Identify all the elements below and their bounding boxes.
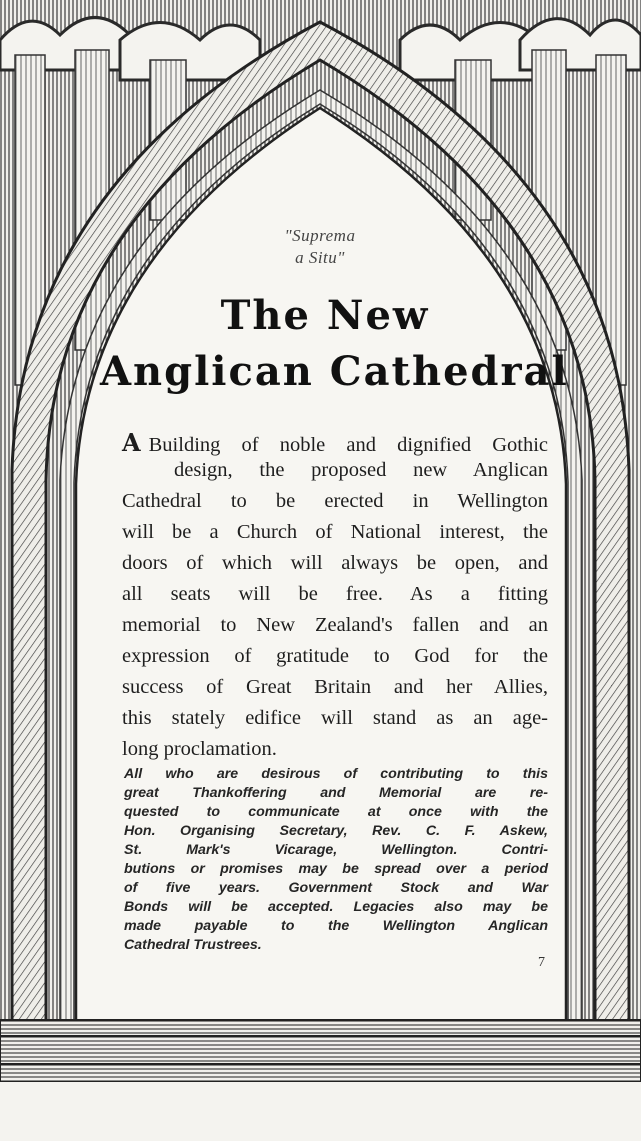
notice-line: Hon. Organising Secretary, Rev. C. F. Askew, <box>124 823 548 839</box>
notice-line: All who are desirous of contributing to this <box>124 766 548 782</box>
notice-line: of five years. Government Stock and War <box>124 880 548 896</box>
paragraph-line: Cathedral to be erected in Wellington <box>122 490 548 512</box>
motto-line-1: "Suprema <box>284 226 356 245</box>
title-line-2: Anglican Cathedral <box>100 348 569 395</box>
motto-line-2: a Situ" <box>295 248 345 267</box>
paragraph-line: success of Great Britain and her Allies, <box>122 676 548 698</box>
paragraph-line: A Building of noble and dignified Gothic <box>122 428 548 457</box>
notice-line: butions or promises may be spread over a period <box>124 861 548 877</box>
drop-cap: A <box>122 428 141 457</box>
notice-line: great Thankoffering and Memorial are re- <box>124 785 548 801</box>
notice-line: Cathedral Trustrees. <box>124 937 262 953</box>
notice-line: Bonds will be accepted. Legacies also may be <box>124 899 548 915</box>
title-line-1: The New <box>220 292 430 339</box>
notice-line: made payable to the Wellington Anglican <box>124 918 548 934</box>
paragraph-line: will be a Church of National interest, the <box>122 521 548 543</box>
paragraph-line: design, the proposed new Anglican <box>174 459 548 481</box>
paragraph-line: this stately edifice will stand as an age- <box>122 707 548 729</box>
notice-line: St. Mark's Vicarage, Wellington. Contri- <box>124 842 548 858</box>
paragraph-line: expression of gratitude to God for the <box>122 645 548 667</box>
paragraph-line: memorial to New Zealand's fallen and an <box>122 614 548 636</box>
paragraph-line: doors of which will always be open, and <box>122 552 548 574</box>
paragraph-line: long proclamation. <box>122 738 277 760</box>
paragraph-line: all seats will be free. As a fitting <box>122 583 548 605</box>
notice-line: quested to communicate at once with the <box>124 804 548 820</box>
page-number: 7 <box>538 955 545 970</box>
